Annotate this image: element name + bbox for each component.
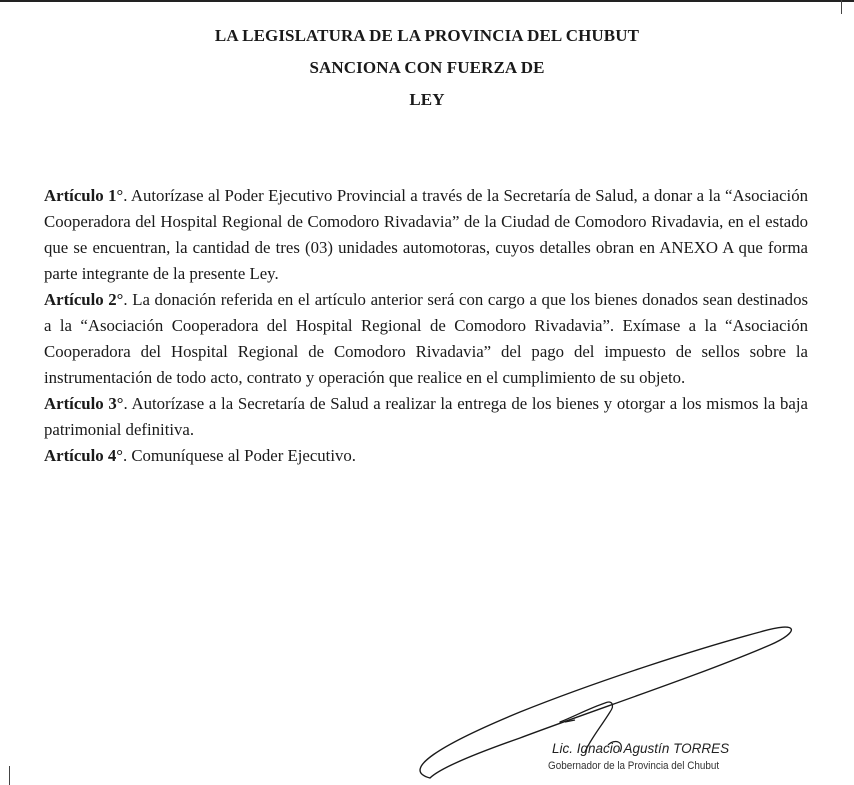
law-header	[0, 20, 854, 116]
scan-edge-left	[9, 766, 10, 785]
article-3	[44, 391, 808, 443]
article-2-text: . La donación referida en el artículo anterior será con cargo a que los bienes donados sean destinados a la “Asociación Cooperadora del Hospital Regional de Comodoro Rivadavia”. Exímase a la “Asociación Cooperadora del Hospital Regional de Comodoro Rivadavia” del pago del impuesto de sellos sobre la instrumentación de todo acto, contrato y operación que realice en el cumplimiento de su objeto.	[44, 290, 808, 387]
article-4-label: Artículo 4°	[44, 446, 123, 465]
header-ley: LEY	[409, 90, 445, 109]
article-2-label: Artículo 2°	[44, 290, 124, 309]
scan-edge-top	[0, 0, 854, 2]
article-3-label: Artículo 3°	[44, 394, 124, 413]
article-4-text: . Comuníquese al Poder Ejecutivo.	[122, 446, 356, 465]
article-4	[44, 443, 808, 469]
article-3-text: . Autorízase a la Secretaría de Salud a realizar la entrega de los bienes y otorgar a los mismos la baja patrimonial definitiva.	[44, 394, 808, 439]
article-1	[44, 183, 808, 287]
scan-edge-right	[841, 0, 842, 14]
signature-name: Lic. Ignacio Agustín TORRES	[552, 741, 730, 756]
article-1-text: . Autorízase al Poder Ejecutivo Provincial a través de la Secretaría de Salud, a donar a la “Asociación Cooperadora del Hospital Regional de Comodoro Rivadavia” de la Ciudad de Comodoro Rivadavia, en el estado que se encuentran, la cantidad de tres (03) unidades automotoras, cuyos detalles obran en ANEXO A que forma parte integrante de la presente Ley.	[44, 186, 808, 283]
article-2	[44, 287, 808, 391]
header-legislature: LA LEGISLATURA DE LA PROVINCIA DEL CHUBUT	[214, 26, 640, 45]
article-1-label: Artículo 1°	[44, 186, 124, 205]
signature-title: Gobernador de la Provincia del Chubut	[548, 760, 720, 772]
header-sanciona: SANCIONA CON FUERZA DE	[309, 58, 545, 77]
law-body	[44, 183, 808, 469]
